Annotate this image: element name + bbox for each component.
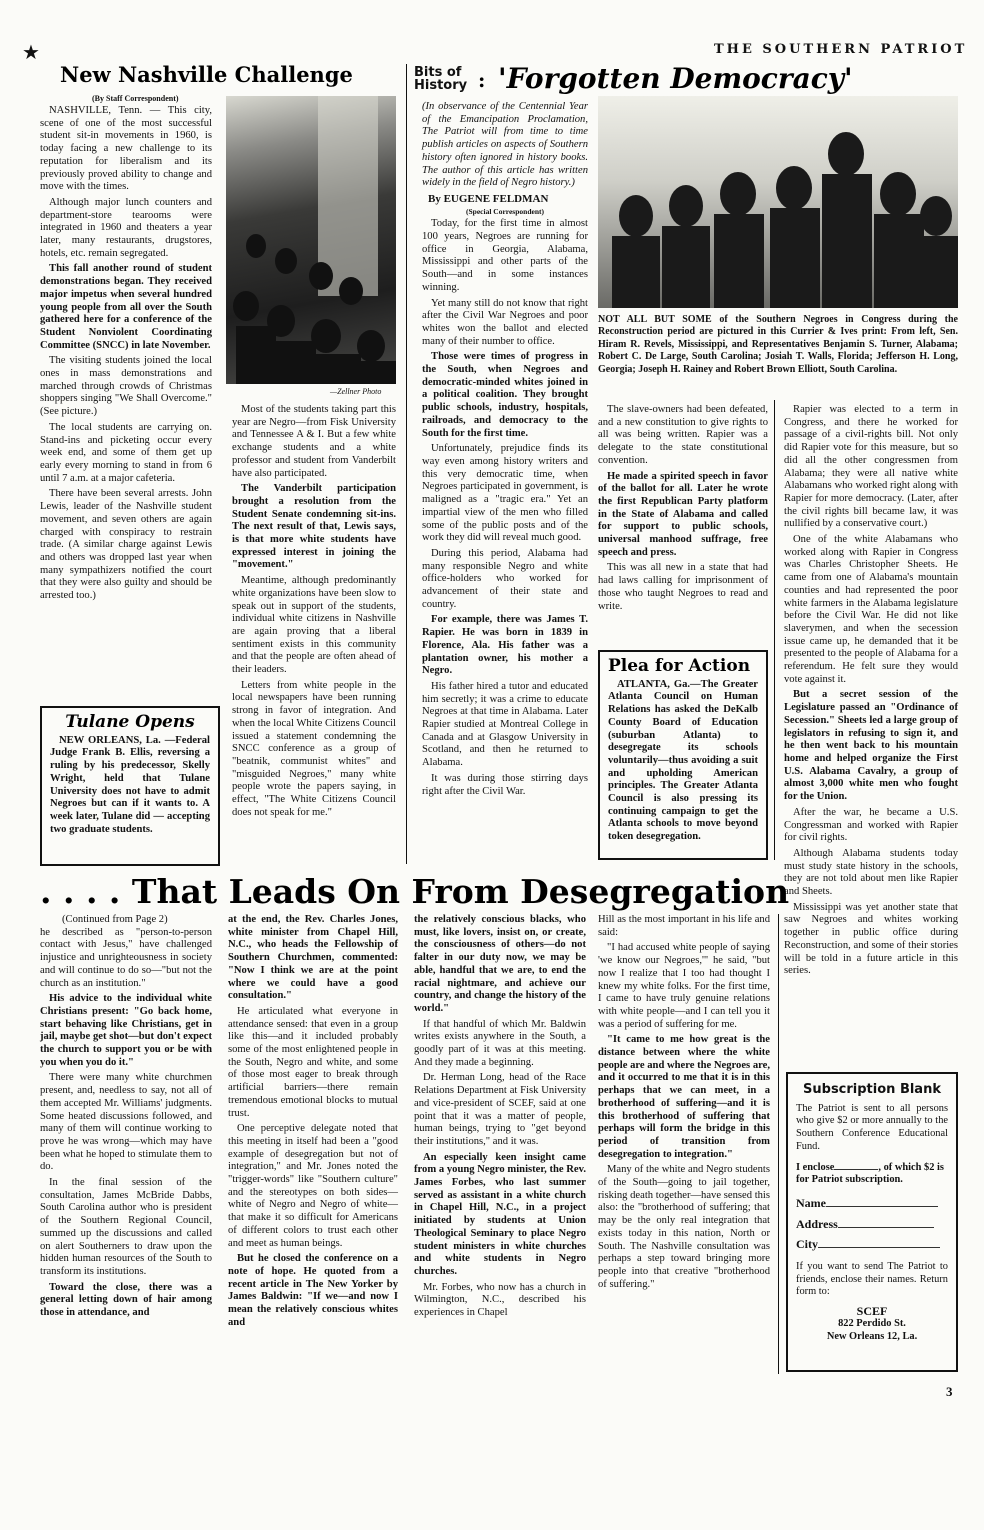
- address-field[interactable]: [838, 1227, 934, 1228]
- paragraph: Unfortunately, prejudice finds its way even among history writers and this very democratic time, when Negroes participated in government, is maligned as a "tragic era." Yet an impartial view of the men who filled some of the public posts and of the work they did will reveal much good.: [422, 443, 588, 544]
- history-column-3: [598, 404, 768, 616]
- paragraph: "It came to me how great is the distance between where the white people are and where the Negroes are, and it occurred to me that it is in this perhaps that we can meet, in a brotherhood of suffering—and it is this brotherhood of suffering that perhaps will form the bridge in this period of transition from desegregation to integration.": [598, 1034, 770, 1160]
- paragraph: Today, for the first time in almost 100 years, Negroes are running for office in Georgia, Alabama, Mississippi and other parts of the South—and in some instances winning.: [422, 218, 588, 293]
- column-rule: [774, 400, 775, 860]
- org-street: 822 Perdido St.: [838, 1317, 906, 1329]
- desegregation-headline: . . . . That Leads On From Desegregation: [40, 872, 790, 911]
- paragraph: Yet many still do not know that right after the Civil War Negroes and poor whites won the ballot and elected many of their number to office.: [422, 297, 588, 347]
- congress-print: [598, 96, 958, 308]
- desegregation-column-2: [228, 914, 398, 1333]
- nashville-photo: [226, 96, 396, 384]
- org-city: New Orleans 12, La.: [826, 1330, 918, 1342]
- paragraph: Although major lunch counters and department-store tearooms were integrated in 1960 and theaters a year later, many restaurants, drugstores, hotels, etc. remain segregated.: [40, 196, 212, 259]
- subscription-title: Subscription Blank: [803, 1082, 941, 1097]
- nashville-column-1: [40, 105, 212, 606]
- paragraph: Dr. Herman Long, head of the Race Relations Department at Fisk University and vice-president of SCEF, said at one point that it was a matter of people, human beings, trying to "get beyond their institutions," and it was.: [414, 1072, 586, 1147]
- intro: (In observance of the Centennial Year of the Emancipation Proclamation, The Patriot will from time to time publish articles on aspects of Southern history often ignored in history books. The author of this article has written widely in the field of Negro history.): [422, 101, 588, 189]
- paragraph: the relatively conscious blacks, who must, like lovers, insist on, or create, the consciousness of others—do not falter in our duty now, we may be able, handful that we are, to end the racial nightmare, and achieve our country, and change the history of the world.": [414, 914, 586, 1014]
- paragraph: During this period, Alabama had many responsible Negro and white office-holders who worked for advancement of their state and country.: [422, 547, 588, 610]
- desegregation-column-3: [414, 914, 586, 1323]
- paragraph: Mr. Forbes, who now has a church in Wilmington, N.C., described his experiences in Chapel: [414, 1281, 586, 1319]
- paragraph: If that handful of which Mr. Baldwin writes exists anywhere in the South, a goodly part of it was at this meeting. And they made a beginning.: [414, 1018, 586, 1068]
- paragraph: "I had accused white people of saying 'we know our Negroes,'" he said, "but now I realize that I too had thought I knew my white folks. For the first time, I came to have truly genuine relations with white people—and I can tell you it was a period of suffering for me.: [598, 942, 770, 1030]
- history-headline: 'Forgotten Democracy': [498, 62, 853, 95]
- column-rule: [406, 64, 407, 864]
- kicker-line-2: History: [414, 78, 468, 93]
- paragraph: This was all new in a state that had had laws calling for imprisonment of those who taught Negroes to read and write.: [598, 562, 768, 612]
- paragraph: The slave-owners had been defeated, and a new constitution to give rights to all was being written. Rapier was a delegate to the state constitutional convention.: [598, 404, 768, 466]
- paragraph: Meantime, although predominantly white organizations have been slow to speak out in support of the students, individual white citizens in Nashville are again proving that a liberal sentiment exists in this community and that the people are often ahead of their leaders.: [232, 575, 396, 676]
- enclose-line: [796, 1162, 948, 1187]
- enclose-tail: , of which $2 is for Patriot subscription.: [796, 1161, 944, 1186]
- address-row: [796, 1218, 948, 1231]
- city-field[interactable]: [818, 1247, 940, 1248]
- paragraph: His advice to the individual white Christians present: "Go back home, start behaving like Christians, get in jail, maybe get shot—but don't expect the church to support you or be with you when you do it.": [40, 993, 212, 1068]
- paragraph: Although Alabama students today must study state history in the schools, they are not told about men like Rapier and Sheets.: [784, 847, 958, 898]
- paragraph: This fall another round of student demonstrations began. They received major impetus when several hundred young people from all over the South gathered here for a conference of the Student Nonviolent Coordinating Committee (SNCC) in late November.: [40, 263, 212, 351]
- paragraph: Toward the close, there was a general letting down of hair among those in attendance, and: [40, 1281, 212, 1319]
- plea-body: ATLANTA, Ga.—The Greater Atlanta Council on Human Relations has asked the DeKalb County Board of Education (suburban Atlanta) to desegregate its schools voluntarily—thus avoiding a suit and upholding American principles. The Greater Atlanta Council is also pressing its continuing campaign to get the Atlanta schools to move beyond token desegregation.: [608, 678, 758, 843]
- paragraph: There were many white churchmen present, and, needless to say, not all of them accepted Mr. Williams' judgments. Some heated discussions followed, and many of them will continue working to prove he was wrong—which may have been what he hoped to stimulate them to do.: [40, 1072, 212, 1173]
- name-label: Name: [796, 1195, 826, 1210]
- org-name: SCEF: [856, 1304, 888, 1319]
- history-bullet: :: [478, 68, 486, 92]
- portrait-illustration: [598, 96, 958, 308]
- byline-2: (Special Correspondent): [466, 206, 544, 216]
- paragraph: An especially keen insight came from a young Negro minister, the Rev. James Forbes, who last summer served as assistant in a white church in Chapel Hill, N.C., in a project initiated by students at Union Theological Seminary to place Negro student ministers in white churches and white students in Negro churches.: [414, 1151, 586, 1277]
- tulane-body: NEW ORLEANS, La. —Federal Judge Frank B. Ellis, reversing a ruling by his predecessor, Skelly Wright, held that Tulane University does not have to admit Negroes but can if it wants to. A week later, Tulane did — accepting two graduate students.: [50, 734, 210, 835]
- paragraph: For example, there was James T. Rapier. He was born in 1839 in Florence, Ala. His father was a plantation owner, his mother a Negro.: [422, 614, 588, 677]
- paragraph: Many of the white and Negro students of the South—going to jail together, risking death together—have sensed this also: the "brotherhood of suffering; that may be the only real integration that exists today in this nation, North or South. The Nashville consultation was perhaps a step toward bringing more people into that creative "brotherhood of suffering.": [598, 1164, 770, 1290]
- paragraph: He made a spirited speech in favor of the ballot for all. Later he wrote the first Republican Party platform in the State of Alabama and called for support to public schools, universal manhood suffrage, free speech and press.: [598, 470, 768, 558]
- city-label: City: [796, 1237, 818, 1252]
- history-kicker: [414, 66, 467, 92]
- paragraph: Hill as the most important in his life and said:: [598, 914, 770, 938]
- paragraph: One of the white Alabamans who worked along with Rapier in Congress was Charles Christopher Sheets. He came from one of Alabama's mountain counties and had represented the poor white farmers in the Alabama legislature before the Civil War. He did not like slaverymen, and when the secession issue came up, he demanded that it be presented to the people of Alabama for a referendum. He felt sure they would vote against it.: [784, 534, 958, 685]
- paragraph: he described as "person-to-person contact with Jesus," have challenged injustice and unrighteousness in society and will continue to do so—"but not the church as an institution.": [40, 926, 212, 989]
- paragraph: NASHVILLE, Tenn. — This city, scene of one of the most successful student sit-in movements in 1960, is today facing a new challenge to its reputation for liberalism and its previously proved ability to change and move with the times.: [40, 105, 212, 193]
- name-field[interactable]: [826, 1206, 938, 1207]
- paragraph: But a secret session of the Legislature passed an "Ordinance of Secession." Sheets led a large group of legislators in refusing to sign it, and he then went back to his mountain home and helped organize the First U.S. Alabama Cavalry, a group of almost 3,000 white men who fought for the Union.: [784, 689, 958, 803]
- tulane-headline: Tulane Opens: [65, 712, 195, 732]
- star-icon: ★: [22, 42, 40, 64]
- gift-text: If you want to send The Patriot to friends, enclose their names. Return form to:: [796, 1261, 948, 1298]
- subscription-text: The Patriot is sent to all persons who give $2 or more annually to the Southern Conference Educational Fund.: [796, 1102, 948, 1152]
- desegregation-column-4: [598, 914, 770, 1294]
- byline: By EUGENE FELDMAN: [428, 192, 549, 205]
- plea-headline: Plea for Action: [608, 656, 751, 676]
- paragraph: Letters from white people in the local newspapers have been running strong in favor of integration. And when the local White Citizens Council issued a statement condemning the SNCC conference as a group of "beatnik, communist whites" and "misguided Negroes," many white people wrote the papers saying, in effect, "The White Citizens Council does not speak for me.": [232, 679, 396, 818]
- paragraph: But he closed the conference on a note of hope. He quoted from a recent article in The New Yorker by James Baldwin: "If we—and now I mean the relatively conscious whites and: [228, 1253, 398, 1328]
- paragraph: at the end, the Rev. Charles Jones, white minister from Chapel Hill, N.C., who heads the Fellowship of Southern Churchmen, commented: "Now I think we are at the point where we could have a good consultation.": [228, 914, 398, 1002]
- crowd-illustration: [226, 96, 396, 384]
- paragraph: The local students are carrying on. Stand-ins and picketing occur every week end, and some of them get up early every morning to stand in from 6 until 7 a.m. at a major cafeteria.: [40, 421, 212, 484]
- history-column-1: [422, 101, 588, 801]
- nashville-headline: New Nashville Challenge: [60, 62, 353, 87]
- paragraph: There have been several arrests. John Lewis, leader of the Nashville student movement, and seven others are again charged with conspiracy to restrain trade. (A similar charge against Lewis and others was dropped last year when many sympathizers notified the court that they were also guilty and should be arrested too.): [40, 488, 212, 602]
- paragraph: The visiting students joined the local ones in mass demonstrations and marched through crowds of Christmas shoppers singing "We Shall Overcome." (See picture.): [40, 355, 212, 418]
- city-row: [796, 1238, 948, 1251]
- kicker-line-1: Bits of: [414, 65, 462, 80]
- paragraph: Mississippi was yet another state that saw Negroes and whites working together in public office during Reconstruction, and some of their stories will be told in a future article in this series.: [784, 901, 958, 977]
- column-rule: [778, 914, 779, 1374]
- paragraph: Rapier was elected to a term in Congress, and there he worked for passage of a civil-rights bill. Not only did Rapier vote for this measure, but so did all the other congressmen from Alabama; they were all native white Alabamans who worked right along with Rapier for more democracy. (Later, after the civil rights bill became law, it was nullified by a conservative court.): [784, 404, 958, 530]
- newspaper-name: THE SOUTHERN PATRIOT: [714, 42, 968, 57]
- continued-note: (Continued from Page 2): [62, 914, 168, 925]
- congress-caption: NOT ALL BUT SOME of the Southern Negroes in Congress during the Reconstruction period are pictured in this Currier & Ives print: From left, Sen. Hiram R. Revels, Mississippi, and Representatives Benjamin S. Turner, Alabama; Robert C. De Large, South Carolina; Josiah T. Walls, Florida; Jefferson H. Long, Georgia; Joseph H. Rainey and Robert Brown Elliott, South Carolina.: [598, 314, 958, 375]
- paragraph: He articulated what everyone in attendance sensed: that even in a group like this—and it included probably some of the most enlightened people in the South, Negro and white, and some of those most eager to break through artificial barriers—there remain tremendous emotional blocks to mutual trust.: [228, 1005, 398, 1119]
- enclose-label: I enclose: [796, 1161, 835, 1173]
- page-number: 3: [946, 1384, 953, 1399]
- paragraph: It was during those stirring days right after the Civil War.: [422, 772, 588, 797]
- paragraph: The Vanderbilt participation brought a resolution from the Student Senate condemning sit-ins. The next result of that, Lewis says, is that more white students have expressed interest in joining the "movement.": [232, 483, 396, 571]
- paragraph: One perceptive delegate noted that this meeting in itself had been a "good example of desegregation but not of integration," and Mr. Jones noted the "trigger-words" like "Southern culture" and the stereotypes on both sides—white of Negro and Negro of white—that make it so difficult for Americans of different colors to trust each other and meet as human beings.: [228, 1123, 398, 1249]
- nashville-byline: (By Staff Correspondent): [92, 94, 179, 103]
- tulane-box: [40, 706, 220, 866]
- paragraph: In the final session of the consultation, James McBride Dabbs, South Carolina author who is president of the Southern Regional Council, summed up the discussions and called on alert Southerners to draw upon the hidden human resources of the South to transform its institutions.: [40, 1177, 212, 1277]
- nashville-column-2: [232, 404, 396, 823]
- address-label: Address: [796, 1216, 838, 1231]
- paragraph: After the war, he became a U.S. Congressman and worked with Rapier for civil rights.: [784, 806, 958, 844]
- paragraph: Most of the students taking part this year are Negro—from Fisk University and Tennessee A & I. But a few white exchange students and a white professor and student from Vanderbilt have also participated.: [232, 404, 396, 479]
- plea-box: [598, 650, 768, 860]
- photo-credit: —Zellner Photo: [330, 387, 382, 396]
- desegregation-column-1: [40, 914, 212, 1323]
- history-column-4: [784, 404, 958, 981]
- subscription-box: [786, 1072, 958, 1372]
- paragraph: His father hired a tutor and educated him secretly; it was a crime to educate Negroes at that time in Alabama. Later Rapier studied at Montreal College in Canada and at Glasgow University in Scotland, and then he returned to Alabama.: [422, 680, 588, 769]
- amount-field[interactable]: [834, 1169, 878, 1170]
- name-row: [796, 1197, 948, 1210]
- paragraph: Those were times of progress in the South, when Negroes and democratic-minded whites joined in a political coalition. They brought public schools, industry, hospitals, railroads, and democracy to the South for the first time.: [422, 351, 588, 439]
